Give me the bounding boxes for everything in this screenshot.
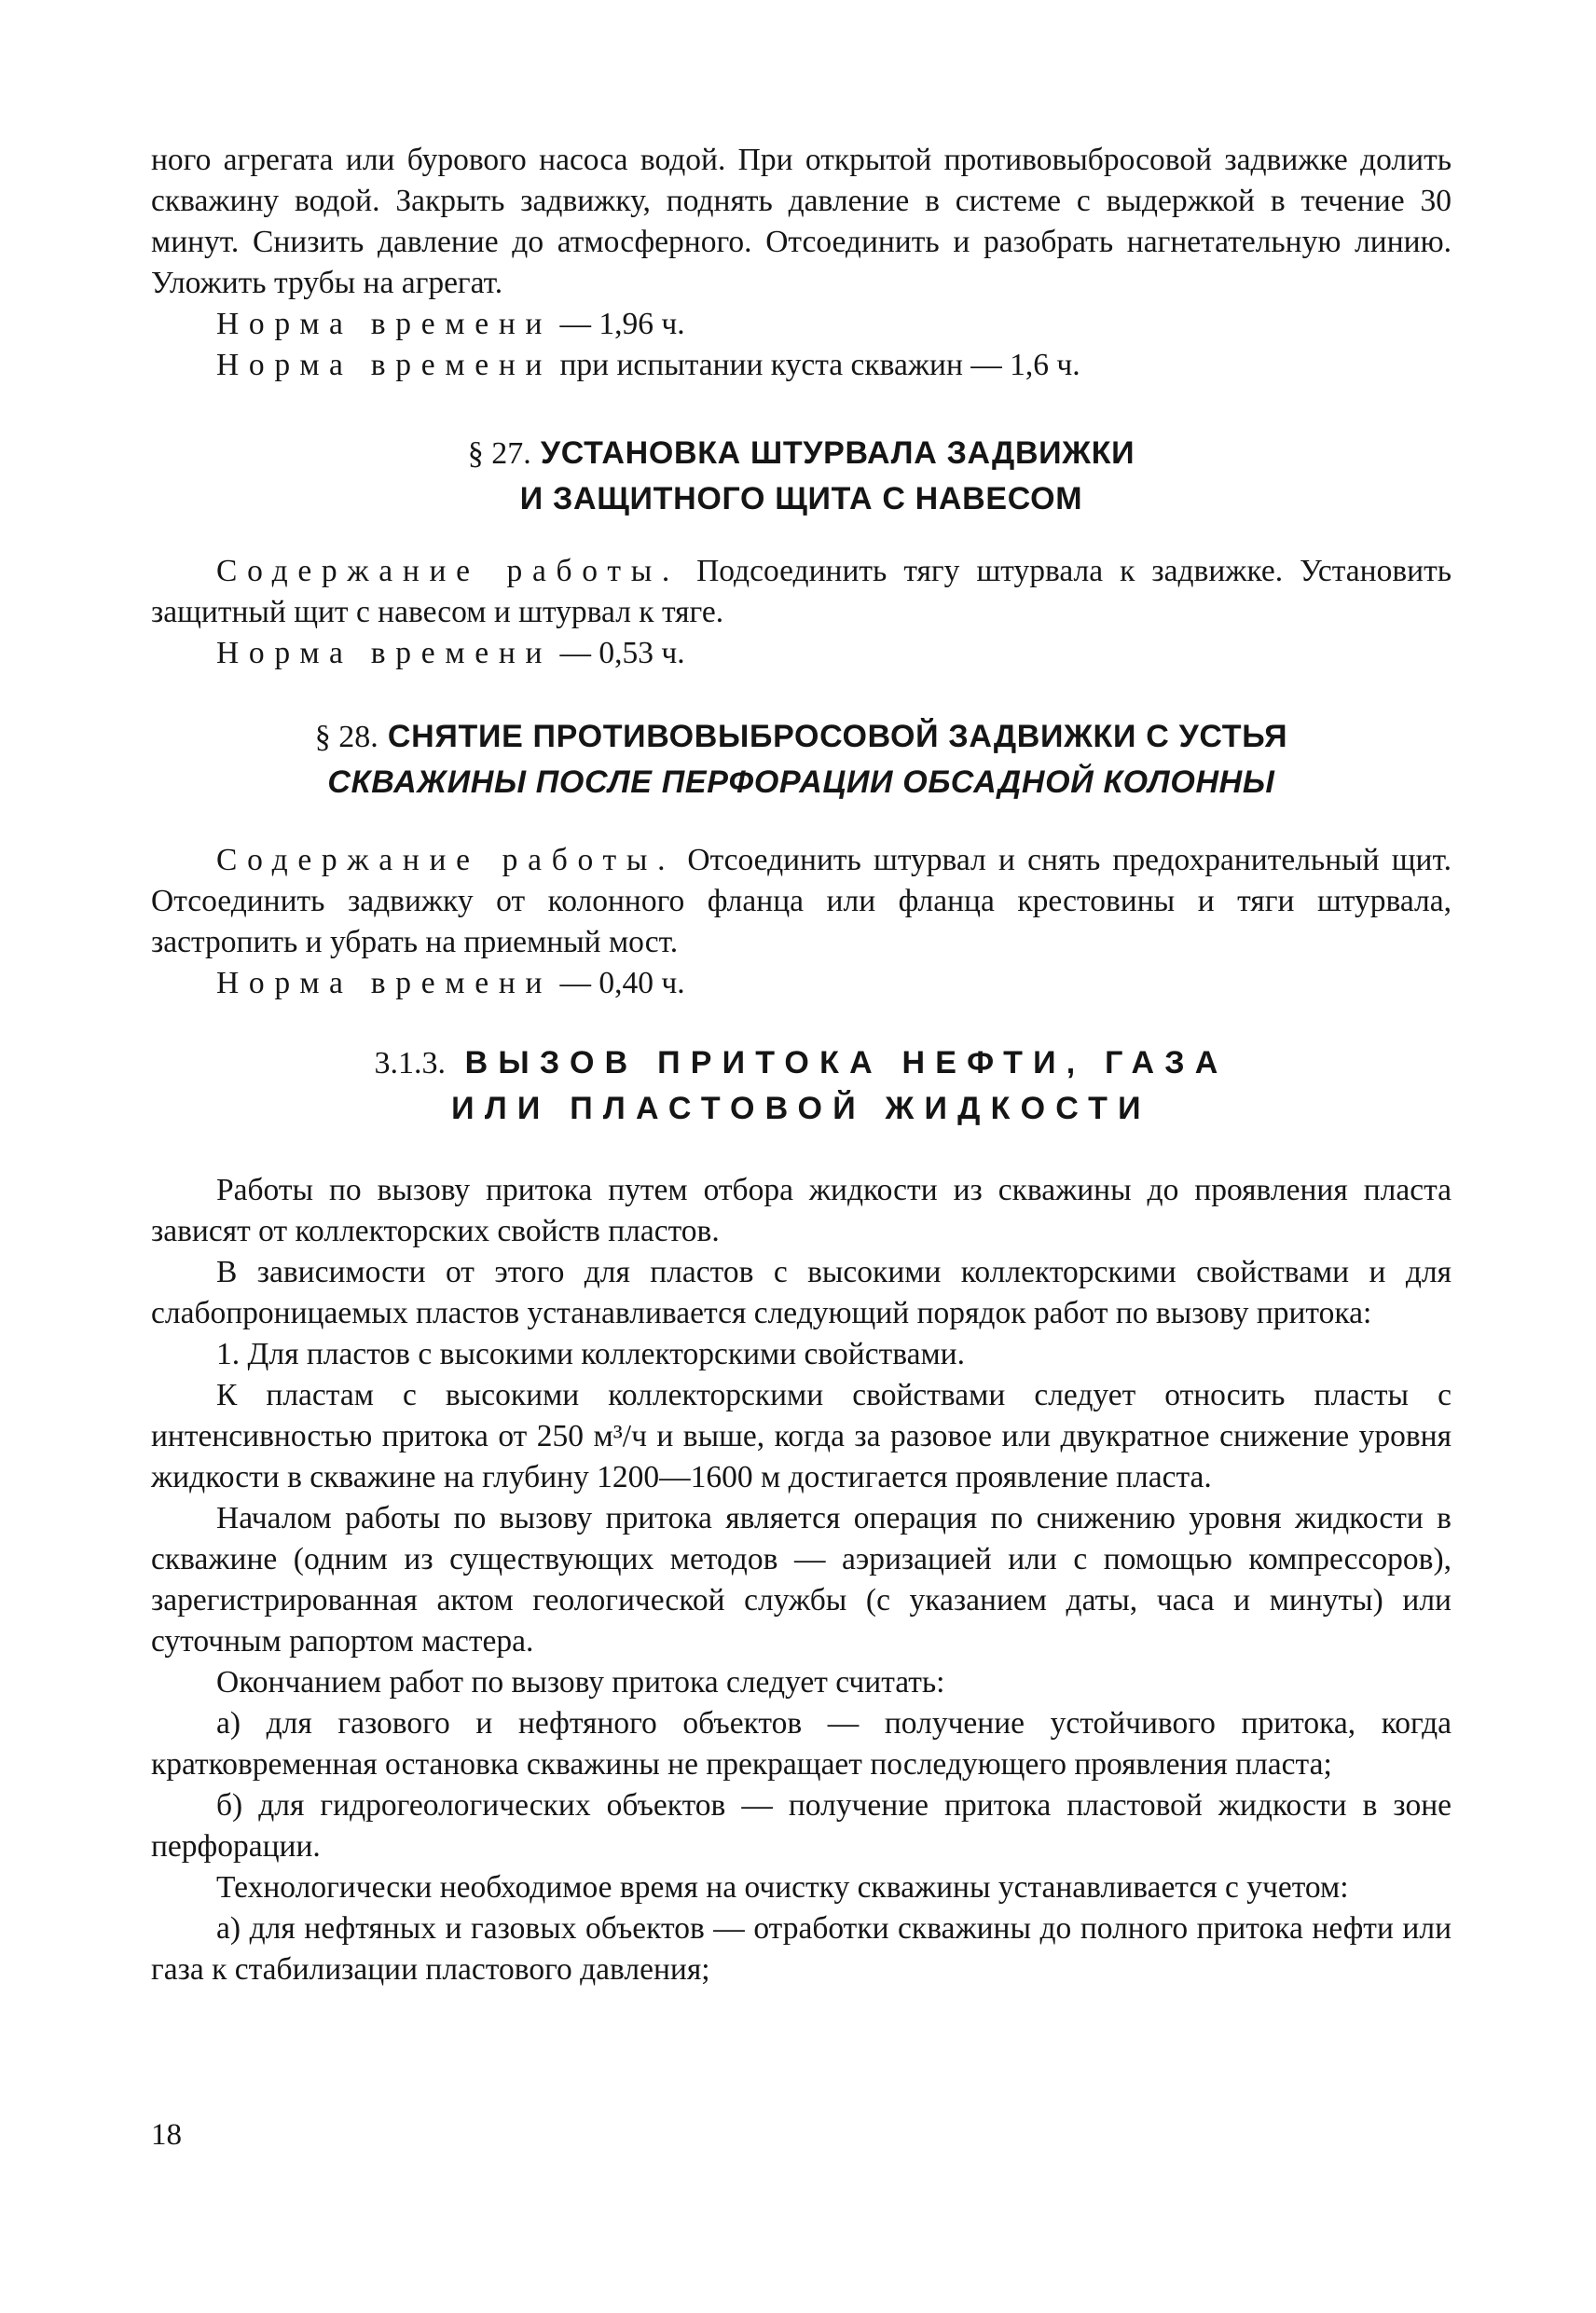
continuation-paragraph: ного агрегата или бурового насоса водой. При открытой противовыбросовой задвижке долить скважину водой. Закрыть задвижку, поднять давление в системе с выдержкой в течение 30 минут. Снизить давление до атмосферного. Отсоединить и разобрать нагнетательную линию. Уложить трубы на агрегат. bbox=[151, 143, 1452, 300]
body-paragraph: а) для нефтяных и газовых объектов — отработки скважины до полного притока нефти или газа к стабилизации пластового давления; bbox=[151, 1911, 1452, 1987]
norm-value: — 0,53 ч. bbox=[552, 636, 685, 670]
norm-value: — 0,40 ч. bbox=[552, 966, 685, 1000]
section-number: § 28. bbox=[314, 720, 378, 754]
content-text: Подсоединить тягу штурвала к задвижке. Установить защитный щит с навесом и штурвал к тяге. bbox=[151, 554, 1452, 629]
section-title-line: ИЛИ ПЛАСТОВОЙ ЖИДКОСТИ bbox=[451, 1091, 1151, 1126]
section-28 bbox=[151, 714, 1452, 1004]
page-number: 18 bbox=[151, 2118, 182, 2152]
section-27 bbox=[151, 431, 1452, 674]
norm-label: Норма времени bbox=[216, 966, 553, 1000]
norm-line bbox=[151, 345, 1452, 386]
section-heading bbox=[151, 1040, 1452, 1086]
body-paragraph: Работы по вызову притока путем отбора жидкости из скважины до проявления пласта зависят от коллекторских свойств пластов. bbox=[151, 1173, 1452, 1248]
norm-label: Норма времени bbox=[216, 307, 553, 341]
content-text: Отсоединить штурвал и снять предохранительный щит. Отсоединить задвижку от колонного фланца или фланца крестовины и тяги штурвала, застропить и убрать на приемный мост. bbox=[151, 843, 1452, 959]
top-continuation-block bbox=[151, 140, 1452, 386]
body-paragraph: 1. Для пластов с высокими коллекторскими свойствами. bbox=[216, 1337, 965, 1371]
section-heading bbox=[151, 714, 1452, 760]
norm-label: Норма времени bbox=[216, 636, 553, 670]
body-paragraph: Окончанием работ по вызову притока следует считать: bbox=[216, 1665, 945, 1700]
content-paragraph bbox=[151, 840, 1452, 963]
body-paragraph: В зависимости от этого для пластов с высокими коллекторскими свойствами и для слабопроницаемых пластов устанавливается следующий порядок работ по вызову притока: bbox=[151, 1255, 1452, 1330]
body-paragraph: а) для газового и нефтяного объектов — получение устойчивого притока, когда кратковременная остановка скважины не прекращает последующего проявления пласта; bbox=[151, 1706, 1452, 1782]
norm-label: Норма времени bbox=[216, 348, 553, 382]
norm-line bbox=[151, 633, 1452, 674]
body-paragraph: Технологически необходимое время на очистку скважины устанавливается с учетом: bbox=[216, 1870, 1349, 1905]
norm-value: — 1,96 ч. bbox=[552, 307, 685, 341]
section-title-line: ВЫЗОВ ПРИТОКА НЕФТИ, ГАЗА bbox=[445, 1045, 1229, 1081]
norm-value: при испытании куста скважин — 1,6 ч. bbox=[552, 348, 1080, 382]
content-paragraph bbox=[151, 551, 1452, 633]
content-label: Содержание работы. bbox=[216, 843, 676, 877]
section-title-line: УСТАНОВКА ШТУРВАЛА ЗАДВИЖКИ bbox=[530, 435, 1135, 471]
section-title-line: СНЯТИЕ ПРОТИВОВЫБРОСОВОЙ ЗАДВИЖКИ С УСТЬЯ bbox=[378, 719, 1288, 754]
section-number: 3.1.3. bbox=[374, 1046, 446, 1081]
norm-line bbox=[151, 963, 1452, 1004]
section-number: § 27. bbox=[467, 436, 531, 471]
section-title-line: И ЗАЩИТНОГО ЩИТА С НАВЕСОМ bbox=[519, 481, 1083, 516]
section-3-1-3 bbox=[151, 1040, 1452, 1990]
section-title-line: СКВАЖИНЫ ПОСЛЕ ПЕРФОРАЦИИ ОБСАДНОЙ КОЛОННЫ bbox=[327, 764, 1275, 800]
content-label: Содержание работы. bbox=[216, 554, 681, 588]
norm-line bbox=[151, 304, 1452, 345]
section-heading bbox=[151, 431, 1452, 476]
body-paragraph: Началом работы по вызову притока является операция по снижению уровня жидкости в скважине (одним из существующих методов — аэризацией или с помощью компрессоров), зарегистрированная актом геологической службы (с указанием даты, часа и минуты) или суточным рапортом мастера. bbox=[151, 1501, 1452, 1659]
body-paragraph: б) для гидрогеологических объектов — получение притока пластовой жидкости в зоне перфорации. bbox=[151, 1788, 1452, 1864]
body-paragraph: К пластам с высокими коллекторскими свойствами следует относить пласты с интенсивностью притока от 250 м³/ч и выше, когда за разовое или двукратное снижение уровня жидкости в скважине на глубину 1200—1600 м достигается проявление пласта. bbox=[151, 1378, 1452, 1494]
